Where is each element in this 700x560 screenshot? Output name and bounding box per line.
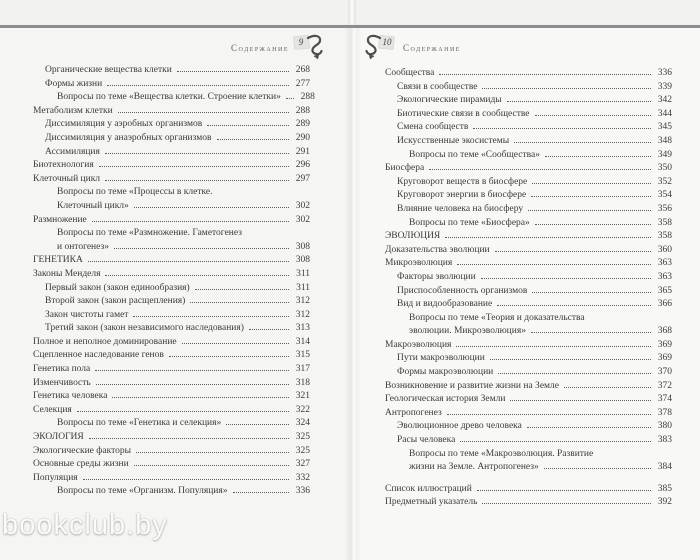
toc-entry-page: 302	[295, 214, 310, 225]
toc-entry-page: 277	[295, 78, 310, 89]
previous-spread-gutter	[348, 0, 356, 25]
dot-leader	[460, 441, 651, 442]
toc-entry-page: 317	[295, 364, 310, 375]
toc-entry-title: Первый закон (закон единообразия)	[45, 282, 190, 293]
dot-leader	[92, 221, 289, 222]
toc-entry-title: эволюции. Микроэволюция»	[409, 326, 526, 337]
toc-entry-page: 374	[657, 394, 672, 405]
toc-entry-title: Смена сообществ	[397, 122, 469, 133]
toc-entry-page: 290	[295, 132, 310, 143]
dot-leader	[112, 397, 289, 398]
toc-entry-title: Круговорот энергии в биосфере	[397, 190, 527, 201]
toc-entry-title: Сообщества	[385, 68, 435, 78]
toc-entry	[385, 420, 672, 434]
toc-entry	[33, 132, 310, 146]
toc-entry-page: 372	[657, 380, 672, 391]
toc-entry	[33, 200, 310, 214]
toc-entry-page: 383	[657, 435, 672, 446]
toc-entry-title: ЭВОЛЮЦИЯ	[385, 231, 441, 242]
dot-leader	[482, 88, 651, 89]
toc-entry-title: Сцепленное наследование генов	[33, 350, 164, 361]
toc-entry-title: Формы макроэволюции	[397, 367, 494, 378]
dot-leader	[133, 316, 289, 317]
toc-entry	[385, 393, 672, 407]
toc-entry-page: 311	[296, 282, 310, 293]
toc-entry	[33, 472, 310, 486]
dot-leader	[482, 503, 651, 504]
toc-entry-title: Эволюционное древо человека	[397, 421, 522, 432]
toc-entry-title: Биосфера	[385, 163, 425, 174]
toc-entry-page: 312	[295, 296, 310, 307]
toc-entry-title: Третий закон (закон независимого наследования)	[45, 323, 244, 334]
dot-leader	[134, 465, 289, 466]
toc-entry-title: Возникновение и развитие жизни на Земле	[385, 380, 560, 391]
right-page	[353, 28, 700, 560]
toc-entry	[385, 407, 672, 421]
toc-entry-page: 370	[657, 367, 672, 378]
dot-leader	[532, 292, 651, 293]
dot-leader	[134, 207, 289, 208]
running-head-right: Содержание	[403, 43, 461, 53]
toc-entry	[385, 434, 672, 448]
toc-entry	[385, 203, 672, 217]
dot-leader	[114, 248, 289, 249]
toc-entry-title: Искусственные экосистемы	[397, 135, 510, 146]
dot-leader	[105, 180, 289, 181]
dot-leader	[169, 356, 289, 357]
toc-entry-page: 358	[657, 231, 672, 242]
dot-leader	[105, 275, 289, 276]
toc-entry-page: 380	[657, 421, 672, 432]
dot-leader	[217, 139, 290, 140]
toc-entry-title: Полное и неполное доминирование	[33, 336, 177, 347]
toc-entry	[385, 217, 672, 231]
toc-entry	[33, 78, 310, 92]
dot-leader	[77, 411, 289, 412]
toc-entry-title: Вопросы по теме «Процессы в клетке.	[57, 187, 213, 198]
toc-entry-page: 366	[657, 299, 672, 310]
toc-entry	[385, 81, 672, 95]
dot-leader	[439, 74, 651, 75]
dot-leader	[233, 492, 289, 493]
toc-entry-title: Селекция	[33, 404, 72, 415]
toc-entry-title: Изменчивость	[33, 377, 91, 388]
toc-entry	[385, 366, 672, 380]
page-number-ornament-icon	[361, 33, 395, 63]
toc-entry	[385, 176, 672, 190]
toc-entry-page: 350	[657, 163, 672, 174]
dot-leader	[445, 237, 651, 238]
toc-entry	[33, 268, 310, 282]
dot-leader	[118, 112, 289, 113]
dot-leader	[136, 452, 289, 453]
toc-entry	[385, 461, 672, 475]
toc-entry-page: 360	[657, 244, 672, 255]
toc-entry	[33, 458, 310, 472]
toc-entry-page: 268	[295, 65, 310, 75]
toc-entry-title: Вопросы по теме «Биосфера»	[409, 217, 530, 228]
toc-entry-title: Экологические пирамиды	[397, 95, 502, 106]
toc-entry-title: Основные среды жизни	[33, 459, 129, 470]
toc-entry	[33, 349, 310, 363]
toc-entry	[385, 162, 672, 176]
toc-entry-title: Вид и видообразование	[397, 299, 493, 310]
toc-entry	[33, 64, 310, 78]
dot-leader	[195, 289, 289, 290]
page-number: 9	[298, 37, 304, 47]
toc-entry-title: Второй закон (закон расщепления)	[45, 296, 186, 307]
toc-entry	[33, 227, 310, 241]
toc-entry-page: 296	[295, 160, 310, 171]
toc-entry	[385, 189, 672, 203]
dot-leader	[564, 387, 651, 388]
toc-entry-title: Вопросы по теме «Генетика и селекция»	[57, 418, 222, 429]
toc-entry-page: 369	[657, 339, 672, 350]
toc-entry	[33, 146, 310, 160]
toc-entry	[385, 352, 672, 366]
left-page	[0, 28, 353, 560]
toc-list	[385, 67, 672, 510]
dot-leader	[182, 343, 289, 344]
toc-entry-page: 308	[295, 241, 310, 252]
toc-entry-title: Вопросы по теме «Организм. Популяция»	[57, 486, 228, 497]
toc-entry	[385, 135, 672, 149]
dot-leader	[527, 427, 651, 428]
toc-entry-title: Вопросы по теме «Вещества клетки. Строение клетки»	[57, 92, 281, 103]
toc-entry	[385, 121, 672, 135]
toc-entry	[33, 214, 310, 228]
toc-entry-page: 311	[296, 268, 310, 279]
dot-leader	[88, 261, 289, 262]
toc-entry-page: 339	[657, 81, 672, 92]
toc-entry-page: 348	[657, 135, 672, 146]
toc-entry-page: 324	[295, 418, 310, 429]
toc-entry-title: Вопросы по теме «Теория и доказательства	[409, 312, 585, 323]
book-spread	[0, 28, 700, 560]
toc-entry-page: 325	[295, 432, 310, 443]
toc-entry	[385, 271, 672, 285]
dot-leader	[457, 264, 651, 265]
toc-entry-title: Геологическая история Земли	[385, 394, 506, 405]
dot-leader	[190, 302, 289, 303]
toc-entry-page: 288	[295, 105, 310, 116]
toc-entry-page: 314	[295, 336, 310, 347]
dot-leader	[226, 424, 289, 425]
dot-leader	[473, 128, 651, 129]
toc-entry-page: 368	[657, 326, 672, 337]
toc-entry-page: 384	[657, 462, 672, 473]
dot-leader	[535, 224, 651, 225]
toc-entry	[33, 105, 310, 119]
toc-entry-page: 363	[657, 258, 672, 269]
toc-entry	[33, 445, 310, 459]
toc-entry-title: Ассимиляция	[45, 146, 100, 157]
dot-leader	[477, 490, 651, 491]
toc-entry-title: Связи в сообществе	[397, 81, 478, 92]
toc-entry-title: Органические вещества клетки	[45, 65, 172, 75]
toc-entry-title: Вопросы по теме «Сообщества»	[409, 149, 540, 160]
dot-leader	[429, 169, 651, 170]
toc-entry	[385, 448, 672, 462]
toc-entry	[385, 298, 672, 312]
toc-entry-title: Законы Менделя	[33, 268, 101, 279]
toc-entry-title: Закон чистоты гамет	[45, 309, 129, 320]
toc-entry	[33, 417, 310, 431]
dot-leader	[498, 373, 651, 374]
dot-leader	[507, 101, 651, 102]
toc-entry	[33, 336, 310, 350]
toc-entry-page: 385	[657, 483, 672, 494]
toc-entry	[33, 173, 310, 187]
toc-entry-title: Пути макроэволюции	[397, 353, 485, 364]
toc-entry	[385, 94, 672, 108]
page-number-ornament-icon	[293, 33, 327, 63]
toc-entry-page: 336	[295, 486, 310, 497]
toc-entry	[385, 257, 672, 271]
toc-entry-page: 312	[295, 309, 310, 320]
toc-entry-page: 302	[295, 200, 310, 211]
dot-leader	[481, 278, 651, 279]
toc-entry-page: 321	[295, 391, 310, 402]
toc-entry-page: 342	[657, 95, 672, 106]
toc-entry-page: 297	[295, 173, 310, 184]
toc-entry-page: 322	[295, 404, 310, 415]
dot-leader	[96, 384, 289, 385]
toc-entry	[33, 404, 310, 418]
toc-entry-title: ЭКОЛОГИЯ	[33, 432, 84, 443]
dot-leader	[531, 332, 651, 333]
dot-leader	[490, 359, 651, 360]
dot-leader	[99, 166, 289, 167]
toc-entry	[33, 159, 310, 173]
dot-leader	[95, 370, 289, 371]
toc-entry-title: Предметный указатель	[385, 497, 478, 508]
toc-entry-page: 363	[657, 271, 672, 282]
toc-entry	[385, 244, 672, 258]
toc-entry	[33, 322, 310, 336]
toc-entry-title: Круговорот веществ в биосфере	[397, 176, 528, 187]
toc-entry	[385, 285, 672, 299]
toc-entry	[33, 91, 315, 105]
toc-entry	[385, 312, 672, 326]
toc-entry	[385, 325, 672, 339]
toc-entry-title: жизни на Земле. Антропогенез»	[409, 462, 539, 473]
toc-entry	[33, 390, 310, 404]
toc-entry-page: 318	[295, 377, 310, 388]
toc-entry	[33, 377, 310, 391]
running-head-left: Содержание	[231, 43, 289, 53]
toc-entry-page: 356	[657, 203, 672, 214]
toc-entry-page: 308	[295, 255, 310, 266]
toc-entry-page: 378	[657, 407, 672, 418]
dot-leader	[495, 251, 651, 252]
toc-entry	[385, 149, 672, 163]
toc-entry-page: 352	[657, 176, 672, 187]
toc-entry-title: Микроэволюция	[385, 258, 453, 269]
toc-entry-title: Антропогенез	[385, 407, 442, 418]
page-number: 10	[382, 37, 392, 47]
toc-entry-title: Формы жизни	[45, 78, 103, 89]
toc-entry-title: Диссимиляция у анаэробных организмов	[45, 132, 212, 143]
toc-entry-page: 325	[295, 445, 310, 456]
toc-entry	[385, 67, 672, 81]
toc-entry-page: 365	[657, 285, 672, 296]
toc-entry-page: 291	[295, 146, 310, 157]
toc-entry-page: 327	[295, 459, 310, 470]
toc-entry	[33, 295, 310, 309]
dot-leader	[514, 142, 651, 143]
toc-entry-page: 369	[657, 353, 672, 364]
toc-entry-title: Доказательства эволюции	[385, 244, 490, 255]
toc-entry	[33, 431, 310, 445]
toc-entry-title: Список иллюстраций	[385, 483, 472, 494]
toc-entry	[385, 108, 672, 122]
toc-entry	[33, 485, 310, 499]
dot-leader	[249, 329, 289, 330]
toc-entry-title: Экологические факторы	[33, 445, 132, 456]
toc-entry	[385, 339, 672, 353]
toc-entry	[385, 496, 672, 510]
toc-entry	[33, 254, 310, 268]
toc-entry-title: ГЕНЕТИКА	[33, 255, 83, 266]
toc-entry-title: Диссимиляция у аэробных организмов	[45, 119, 203, 130]
toc-entry	[33, 309, 310, 323]
toc-list	[33, 64, 315, 499]
toc-entry-title: Клеточный цикл»	[57, 200, 129, 211]
toc-entry-title: Приспособленность организмов	[397, 285, 528, 296]
toc-entry-page: 358	[657, 217, 672, 228]
toc-entry	[33, 363, 310, 377]
toc-entry-title: Макроэволюция	[385, 339, 452, 350]
toc-entry-title: Биотехнология	[33, 160, 94, 171]
dot-leader	[532, 183, 651, 184]
toc-entry-page: 313	[295, 323, 310, 334]
dot-leader	[531, 196, 651, 197]
toc-entry-title: Метаболизм клетки	[33, 105, 113, 116]
toc-entry-title: Вопросы по теме «Макроэволюция. Развитие	[409, 448, 594, 459]
toc-entry-page: 332	[295, 472, 310, 483]
toc-entry-title: Генетика пола	[33, 364, 91, 375]
dot-leader	[89, 438, 289, 439]
toc-entry	[385, 380, 672, 394]
toc-entry-title: Расы человека	[397, 435, 456, 446]
toc-entry-title: Клеточный цикл	[33, 173, 101, 184]
toc-entry-page: 288	[300, 92, 315, 103]
toc-entry-page: 289	[295, 119, 310, 130]
toc-entry-title: Вопросы по теме «Размножение. Гаметогенез	[57, 228, 242, 239]
toc-entry-title: Биотические связи в сообществе	[397, 108, 530, 119]
dot-leader	[447, 414, 651, 415]
dot-leader	[456, 346, 651, 347]
dot-leader	[544, 468, 651, 469]
toc-entry	[33, 186, 310, 200]
toc-entry	[33, 118, 310, 132]
watermark: bookclub.by	[2, 509, 168, 541]
toc-entry-page: 354	[657, 190, 672, 201]
toc-entry	[33, 282, 310, 296]
dot-leader	[83, 479, 289, 480]
toc-entry-title: Влияние человека на биосферу	[397, 203, 524, 214]
dot-leader	[177, 71, 289, 72]
dot-leader	[528, 210, 651, 211]
dot-leader	[286, 98, 294, 99]
toc-entry-title: Размножение	[33, 214, 87, 225]
toc-entry-title: и онтогенез»	[57, 241, 109, 252]
toc-entry-page: 336	[657, 68, 672, 78]
toc-entry-title: Генетика человека	[33, 391, 108, 402]
dot-leader	[207, 125, 289, 126]
dot-leader	[497, 305, 651, 306]
toc-entry-page: 345	[657, 122, 672, 133]
toc-entry	[385, 230, 672, 244]
toc-entry-page: 315	[295, 350, 310, 361]
dot-leader	[545, 156, 651, 157]
toc-entry	[385, 483, 672, 497]
toc-entry-title: Факторы эволюции	[397, 271, 476, 282]
dot-leader	[535, 115, 652, 116]
toc-entry-page: 349	[657, 149, 672, 160]
toc-entry-title: Популяция	[33, 472, 78, 483]
dot-leader	[107, 85, 289, 86]
dot-leader	[105, 153, 289, 154]
dot-leader	[510, 400, 651, 401]
toc-entry-page: 392	[657, 497, 672, 508]
toc-entry-page: 344	[657, 108, 672, 119]
toc-entry	[33, 241, 310, 255]
previous-spread-strip	[0, 0, 700, 25]
